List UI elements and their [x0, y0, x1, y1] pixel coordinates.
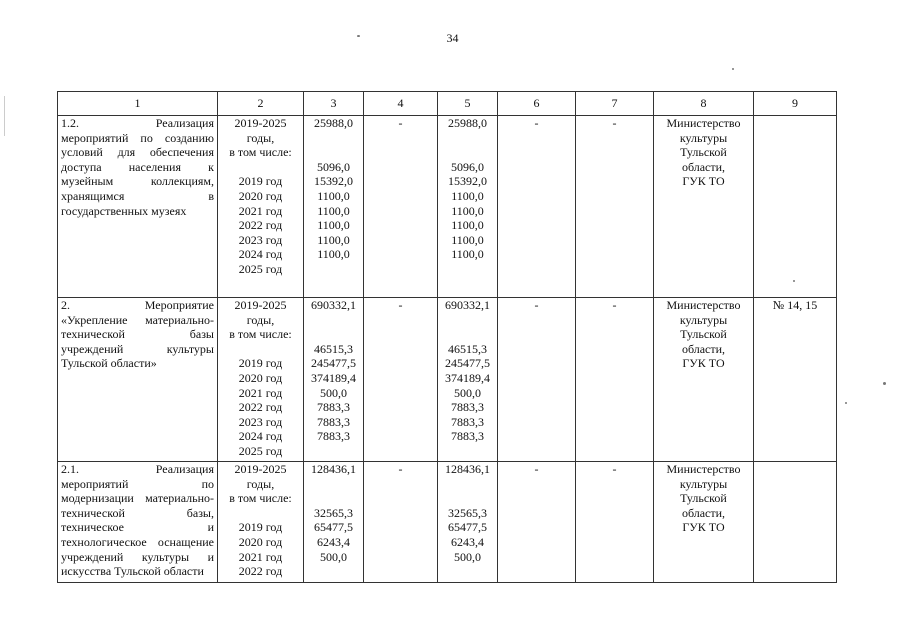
activity-name-line: учреждений культуры и: [61, 549, 214, 564]
column-6-cell: -: [498, 298, 576, 462]
year-label: 2022 год: [238, 218, 283, 233]
year-label: 2022 год: [238, 564, 283, 579]
activity-name-line: доступа населения к: [61, 159, 214, 174]
year-value: 500,0: [320, 385, 347, 400]
total-value: 690332,1: [311, 298, 356, 312]
activity-name-line: технической базы,: [61, 505, 214, 520]
spacer: [441, 145, 494, 160]
year-label: 2019 год: [238, 356, 283, 371]
total-value: 25988,0: [314, 116, 353, 130]
note-cell: [754, 116, 837, 298]
activity-name-line: государственных музеях: [61, 203, 187, 218]
executor-line: ГУК ТО: [682, 520, 725, 535]
executor-cell: [654, 298, 754, 462]
scan-speck: [793, 280, 795, 282]
activity-name-line: технологическое оснащение: [61, 534, 214, 549]
executor-line: Министерство: [666, 298, 741, 312]
year-value: 7883,3: [317, 414, 350, 429]
year-value: 5096,0: [317, 159, 350, 174]
year-value: 15392,0: [448, 174, 487, 189]
activity-name-line: искусства Тульской области: [61, 564, 204, 579]
year-value: 15392,0: [314, 174, 353, 189]
column-4-cell: -: [364, 462, 438, 583]
total-value: 128436,1: [445, 462, 490, 476]
spacer: [307, 491, 360, 506]
total-value: 690332,1: [445, 298, 490, 312]
executor-line: области,: [681, 341, 726, 356]
spacer: [221, 160, 300, 175]
executor-line: Тульской: [680, 491, 727, 506]
activity-name-line: Тульской области»: [61, 356, 157, 371]
executor-line: Тульской: [680, 327, 727, 342]
spacer: [307, 327, 360, 342]
column-number-cell: 6: [498, 92, 576, 116]
year-value: 6243,4: [451, 534, 484, 549]
spacer: [441, 477, 494, 492]
year-label: 2020 год: [238, 534, 283, 549]
total-value: 25988,0: [448, 116, 487, 130]
year-value: 7883,3: [451, 414, 484, 429]
year-value: 32565,3: [314, 505, 353, 520]
activity-name-line: хранящимся в: [61, 188, 214, 203]
note-cell: [754, 462, 837, 583]
spacer: [441, 491, 494, 506]
spacer: [307, 313, 360, 328]
year-label: 2024 год: [238, 429, 283, 444]
period-text: в том числе:: [229, 327, 292, 342]
executor-line: культуры: [679, 312, 728, 327]
spacer: [221, 342, 300, 357]
year-value: 65477,5: [448, 520, 487, 535]
column-4-cell: -: [364, 116, 438, 298]
activity-name-cell: [58, 298, 218, 462]
year-label: 2023 год: [238, 232, 283, 247]
period-text: 2019-2025: [234, 298, 287, 312]
year-value: 32565,3: [448, 505, 487, 520]
year-label: 2021 год: [238, 385, 283, 400]
year-value: 7883,3: [451, 400, 484, 415]
column-5-cell: [438, 298, 498, 462]
year-value: 46515,3: [314, 341, 353, 356]
column-number-cell: 8: [654, 92, 754, 116]
year-label: 2021 год: [238, 549, 283, 564]
year-label: 2020 год: [238, 188, 283, 203]
activity-name-line: технической базы: [61, 327, 214, 342]
activity-name-line: модернизации материально-: [61, 491, 214, 506]
spacer: [221, 506, 300, 521]
column-number-cell: 1: [58, 92, 218, 116]
scan-speck: [845, 402, 847, 404]
table-row: [58, 116, 837, 298]
executor-line: Министерство: [666, 462, 741, 476]
page-number: 34: [446, 31, 459, 45]
note-cell: № 14, 15: [754, 298, 837, 462]
year-value: 1100,0: [317, 232, 350, 247]
year-label: 2025 год: [238, 443, 283, 458]
year-value: 500,0: [454, 385, 481, 400]
activity-name-line: 1.2. Реализация: [61, 116, 214, 130]
column-7-cell: -: [576, 116, 654, 298]
total-value: 128436,1: [311, 462, 356, 476]
table-row: [58, 462, 837, 583]
year-label: 2025 год: [238, 261, 283, 276]
period-text: годы,: [246, 476, 275, 491]
activity-name-line: условий для обеспечения: [61, 145, 214, 160]
year-value: 6243,4: [317, 534, 350, 549]
year-label: 2023 год: [238, 414, 283, 429]
column-number-cell: 5: [438, 92, 498, 116]
spacer: [441, 313, 494, 328]
executor-cell: [654, 462, 754, 583]
year-value: 1100,0: [317, 188, 350, 203]
column-number-cell: 4: [364, 92, 438, 116]
year-value: 65477,5: [314, 520, 353, 535]
year-label: 2021 год: [238, 203, 283, 218]
executor-line: ГУК ТО: [682, 356, 725, 371]
spacer: [307, 131, 360, 146]
year-value: 1100,0: [451, 247, 484, 262]
executor-line: области,: [681, 159, 726, 174]
column-5-cell: [438, 116, 498, 298]
year-value: 245477,5: [445, 356, 490, 371]
budget-table: [57, 91, 837, 583]
spacer: [441, 327, 494, 342]
period-text: годы,: [246, 312, 275, 327]
activity-name-line: «Укрепление материально-: [61, 312, 214, 327]
activity-name-line: учреждений культуры: [61, 341, 214, 356]
executor-line: Тульской: [680, 145, 727, 160]
period-cell: [218, 116, 304, 298]
activity-name-cell: [58, 116, 218, 298]
year-value: 46515,3: [448, 341, 487, 356]
column-number-cell: 7: [576, 92, 654, 116]
year-value: 1100,0: [451, 218, 484, 233]
table-row: [58, 298, 837, 462]
activity-name-line: техническое и: [61, 520, 214, 535]
column-6-cell: -: [498, 462, 576, 583]
year-value: 1100,0: [317, 203, 350, 218]
spacer: [307, 145, 360, 160]
period-cell: [218, 462, 304, 583]
column-3-cell: [304, 116, 364, 298]
spacer: [307, 477, 360, 492]
year-label: 2019 год: [238, 174, 283, 189]
activity-name-line: мероприятий по: [61, 476, 214, 491]
executor-line: культуры: [679, 476, 728, 491]
column-number-cell: 3: [304, 92, 364, 116]
period-text: 2019-2025: [234, 462, 287, 476]
column-number-row: [58, 92, 837, 116]
year-value: 7883,3: [317, 429, 350, 444]
column-number-cell: 9: [754, 92, 837, 116]
column-6-cell: -: [498, 116, 576, 298]
column-3-cell: [304, 298, 364, 462]
activity-name-cell: [58, 462, 218, 583]
year-label: 2019 год: [238, 520, 283, 535]
column-7-cell: -: [576, 298, 654, 462]
year-value: 1100,0: [451, 203, 484, 218]
year-label: 2020 год: [238, 370, 283, 385]
period-text: в том числе:: [229, 145, 292, 160]
year-value: 245477,5: [311, 356, 356, 371]
year-label: 2024 год: [238, 247, 283, 262]
year-value: 1100,0: [317, 218, 350, 233]
period-cell: [218, 298, 304, 462]
year-value: 1100,0: [451, 188, 484, 203]
year-value: 374189,4: [445, 370, 490, 385]
column-4-cell: -: [364, 298, 438, 462]
spacer: [441, 131, 494, 146]
year-value: 1100,0: [451, 232, 484, 247]
executor-line: области,: [681, 505, 726, 520]
executor-line: культуры: [679, 130, 728, 145]
scan-speck: [4, 96, 5, 136]
year-value: 7883,3: [451, 429, 484, 444]
year-value: 7883,3: [317, 400, 350, 415]
year-value: 1100,0: [317, 247, 350, 262]
year-label: 2022 год: [238, 400, 283, 415]
column-7-cell: -: [576, 462, 654, 583]
executor-line: ГУК ТО: [682, 174, 725, 189]
year-value: 374189,4: [311, 370, 356, 385]
executor-cell: [654, 116, 754, 298]
period-text: в том числе:: [229, 491, 292, 506]
activity-name-line: 2.1. Реализация: [61, 462, 214, 476]
year-value: 500,0: [320, 549, 347, 564]
activity-name-line: музейным коллекциям,: [61, 174, 214, 189]
column-5-cell: [438, 462, 498, 583]
year-value: 500,0: [454, 549, 481, 564]
period-text: годы,: [246, 130, 275, 145]
scan-speck: [357, 35, 360, 37]
scan-speck: [732, 68, 734, 70]
scan-speck: [883, 382, 886, 385]
column-3-cell: [304, 462, 364, 583]
activity-name-line: мероприятий по созданию: [61, 130, 214, 145]
year-value: 5096,0: [451, 159, 484, 174]
column-number-cell: 2: [218, 92, 304, 116]
activity-name-line: 2. Мероприятие: [61, 298, 214, 312]
executor-line: Министерство: [666, 116, 741, 130]
period-text: 2019-2025: [234, 116, 287, 130]
